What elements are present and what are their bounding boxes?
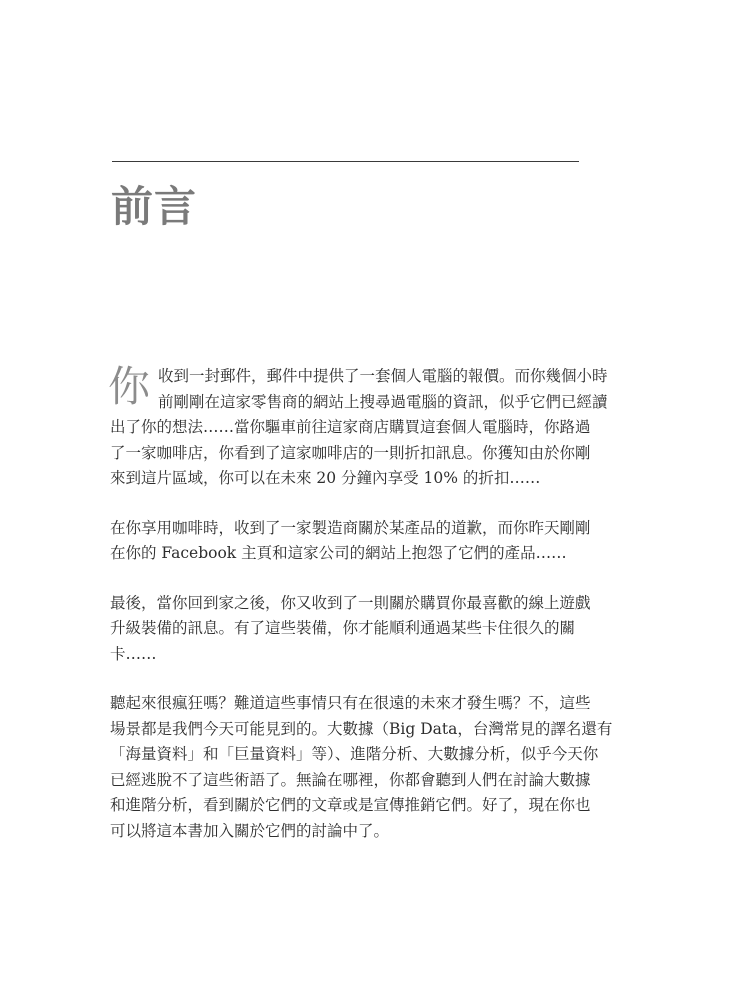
paragraph — [110, 364, 645, 492]
text-line: 來到這片區域，你可以在未來 20 分鐘內享受 10% 的折扣…… — [110, 469, 541, 487]
paragraph — [110, 691, 645, 844]
text-line: 卡…… — [110, 644, 157, 663]
body-text — [110, 364, 645, 868]
chapter-title: 前言 — [111, 182, 198, 231]
text-line: 聽起來很瘋狂嗎？難道這些事情只有在很遠的未來才發生嗎？不，這些 — [110, 694, 591, 712]
text-line: 場景都是我們今天可能見到的。大數據（Big Data，台灣常見的譯名還有 — [110, 719, 613, 738]
text-line: 「海量資料」和「巨量資料」等）、進階分析、大數據分析，似乎今天你 — [110, 745, 599, 763]
text-line: 升級裝備的訊息。有了這些裝備，你才能順利通過某些卡住很久的關 — [110, 619, 576, 637]
title-rule — [112, 161, 579, 162]
paragraph — [110, 591, 645, 668]
paragraph — [110, 516, 645, 567]
text-line: 前剛剛在這家零售商的網站上搜尋過電腦的資訊，似乎它們已經讀 — [158, 392, 608, 411]
drop-cap: 你 — [108, 362, 151, 411]
text-line: 已經逃脫不了這些術語了。無論在哪裡，你都會聽到人們在討論大數據 — [110, 770, 591, 789]
text-line: 和進階分析，看到關於它們的文章或是宣傳推銷它們。好了，現在你也 — [110, 796, 591, 814]
text-line: 了一家咖啡店，你看到了這家咖啡店的一則折扣訊息。你獲知由於你剛 — [110, 443, 591, 462]
text-line: 出了你的想法……當你驅車前往這家商店購買這套個人電腦時，你路過 — [110, 418, 591, 436]
text-line: 可以將這本書加入關於它們的討論中了。 — [110, 821, 390, 840]
text-line: 在你享用咖啡時，收到了一家製造商關於某產品的道歉，而你昨天剛剛 — [110, 518, 591, 537]
text-line: 在你的 Facebook 主頁和這家公司的網站上抱怨了它們的產品…… — [110, 544, 567, 562]
text-line: 最後，當你回到家之後，你又收到了一則關於購買你最喜歡的線上遊戲 — [110, 593, 591, 612]
text-line: 收到一封郵件，郵件中提供了一套個人電腦的報價。而你幾個小時 — [158, 367, 608, 385]
